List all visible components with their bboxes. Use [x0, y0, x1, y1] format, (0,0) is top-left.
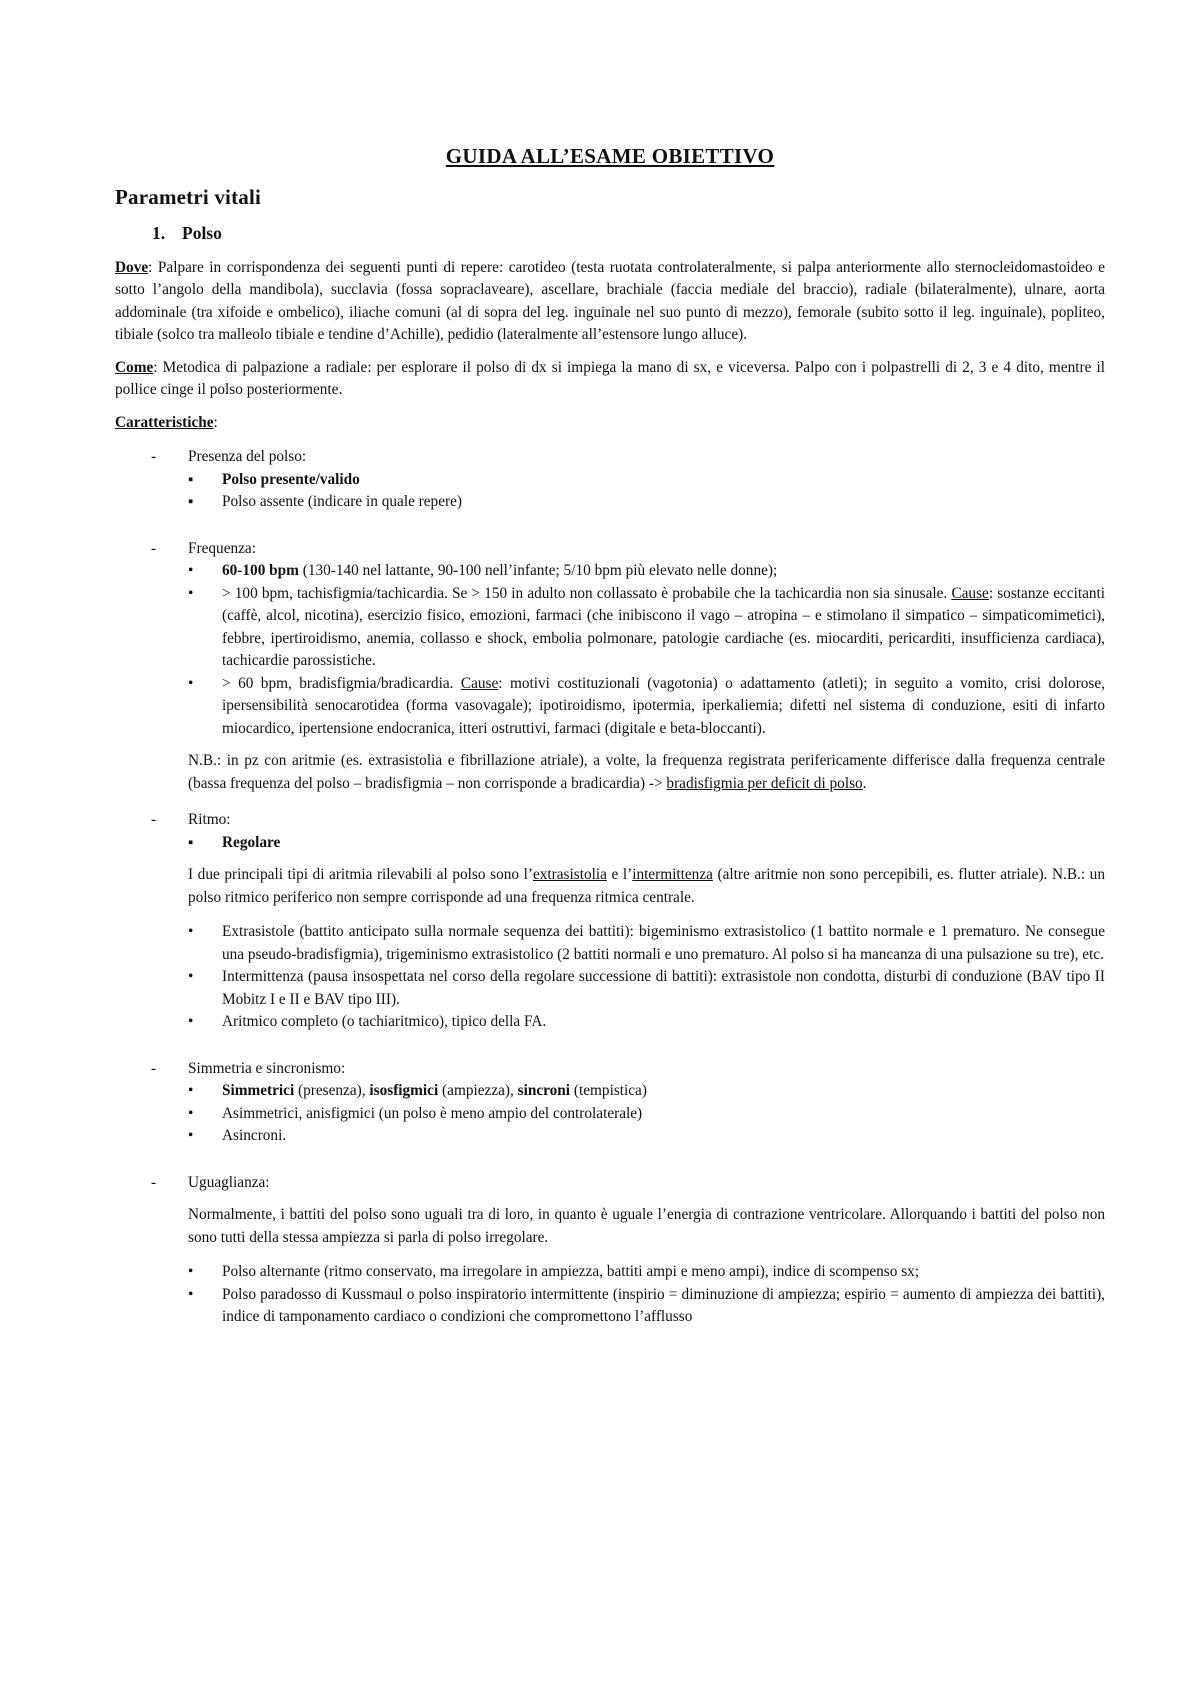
presenza-list: [188, 469, 1105, 514]
simmetria-section: [115, 1058, 1105, 1148]
simmetria-text: (presenza),: [294, 1082, 370, 1099]
list-item: • Polso alternante (ritmo conservato, ma irregolare in ampiezza, battiti ampi e meno ampi), indice di scompenso sx;: [188, 1261, 1105, 1284]
uguaglianza-bullets: [188, 1261, 1105, 1329]
list-item: • Intermittenza (pausa insospettata nel corso della regolare successione di battiti): extrasistole non condotta, disturbi di conduzione (BAV tipo II Mobitz I e II e BAV tipo III).: [188, 966, 1105, 1011]
caratteristiche-heading: [115, 412, 1105, 435]
cause-label: Cause: [460, 674, 499, 692]
subsection-label: Polso: [182, 223, 222, 243]
frequenza-list: [188, 560, 1105, 740]
caratteristiche-colon: :: [213, 413, 218, 431]
dove-paragraph: [115, 257, 1105, 347]
dove-text: : Palpare in corrispondenza dei seguenti punti di repere: carotideo (testa ruotata controlateralmente, si palpa anteriormente allo sternocleidomastoideo e sotto l’angolo della mandibola), succlavia (fossa sopraclaveare), ascellare, brachiale (faccia mediale del braccio), radiale (bilateralmente), ulnare, aorta addominale (tra xifoide e ombelico), iliache comuni (al di sopra del leg. inguinale nel suo punto di mezzo), femorale (subito sotto il leg. inguinale), popliteo, tibiale (solco tra malleolo tibiale e tendine d’Achille), pedidio (lateralmente all’estensore lungo alluce).: [115, 258, 1105, 343]
freq-tachy-causes: : sostanze eccitanti (caffè, alcol, nicotina), esercizio fisico, emozioni, farmaci (che inibiscono il vago – atropina – e stimolano il simpatico – simpaticomimetici), febbre, ipertiroidismo, anemia, collasso e shock, embolia polmonare, patologie cardiache (es. miocarditi, pericarditi, insufficienza cardiaca), tachicardie parossistiche.: [222, 584, 1106, 669]
frequenza-note: [188, 750, 1105, 795]
ritmo-heading: Ritmo:: [188, 811, 231, 828]
ritmo-list: [188, 832, 1105, 855]
simmetria-text: (ampiezza),: [438, 1082, 518, 1099]
list-item: • Asincroni.: [188, 1125, 1105, 1148]
note-end: .: [862, 774, 867, 792]
note-text: N.B.: in pz con aritmie (es. extrasistolia e fibrillazione atriale), a volte, la frequenza registrata perifericamente differisce dalla frequenza centrale (bassa frequenza del polso – bradisfigmia – non corrisponde a bradicardia) ->: [188, 752, 1105, 792]
dash-bullet: -: [151, 448, 157, 465]
simmetria-list: [188, 1080, 1105, 1148]
dash-bullet: -: [151, 811, 157, 828]
come-label: Come: [115, 358, 154, 376]
frequenza-section: [115, 538, 1105, 741]
freq-brady-causes: : motivi costituzionali (vagotonia) o adattamento (atleti); in seguito a vomito, crisi dolorose, ipersensibilità senocarotidea (forma vasovagale); ipotiroidismo, ipotermia, iperkaliemia; difetti nel sistema di conduzione, esiti di infarto miocardico, ipertensione endocranica, itteri ostruttivi, farmaci (digitale e beta-bloccanti).: [222, 674, 1105, 737]
section-heading: Parametri vitali: [115, 184, 262, 209]
presenza-section: [115, 446, 1105, 514]
freq-tachy-text: > 100 bpm, tachisfigmia/tachicardia. Se > 150 in adulto non collassato è probabile che la tachicardia non sia sinusale.: [222, 584, 952, 602]
ritmo-text: (altre aritmie non sono percepibili, es. flutter atriale). N.B.: un polso ritmico periferico non sempre corrisponde ad una frequenza ritmica centrale.: [188, 866, 1105, 906]
freq-brady-text: > 60 bpm, bradisfigmia/bradicardia.: [222, 674, 461, 692]
subsection-number: 1.: [152, 223, 166, 243]
ritmo-intermittenza: intermittenza: [632, 866, 713, 883]
cause-label: Cause: [951, 584, 989, 602]
come-text: : Metodica di palpazione a radiale: per esplorare il polso di dx si impiega la mano di sx, e viceversa. Palpo con i polpastrelli di 2, 3 e 4 dito, mentre il pollice cinge il polso posteriormente.: [115, 358, 1105, 398]
list-item: • Asimmetrici, anisfigmici (un polso è meno ampio del controlaterale): [188, 1103, 1105, 1126]
note-underlined: bradisfigmia per deficit di polso: [666, 774, 863, 792]
presenza-heading: Presenza del polso:: [188, 448, 307, 465]
frequenza-heading: Frequenza:: [188, 539, 256, 557]
simmetria-text: (tempistica): [570, 1082, 647, 1099]
list-item: [188, 673, 1105, 741]
isosfigmici-label: isosfigmici: [369, 1082, 439, 1099]
uguaglianza-section: [115, 1172, 1105, 1195]
uguaglianza-paragraph: Normalmente, i battiti del polso sono uguali tra di loro, in quanto è uguale l’energia di contrazione ventricolare. Allorquando i battiti del polso non sono tutti della stessa ampiezza si parla di polso irregolare.: [188, 1206, 1105, 1246]
list-item: ▪ Polso assente (indicare in quale repere): [188, 491, 1105, 514]
ritmo-paragraph: [188, 864, 1105, 909]
list-item: [188, 1080, 1105, 1103]
sincroni-label: sincroni: [517, 1082, 571, 1099]
list-item: • Aritmico completo (o tachiaritmico), tipico della FA.: [188, 1011, 1105, 1034]
ritmo-text: I due principali tipi di aritmia rilevabili al polso sono l’: [188, 866, 533, 883]
dash-bullet: -: [151, 1173, 157, 1191]
simmetrici-label: Simmetrici: [222, 1082, 295, 1099]
freq-normal-range: 60-100 bpm: [222, 562, 299, 579]
caratteristiche-label: Caratteristiche: [115, 413, 214, 431]
dash-bullet: -: [151, 1059, 157, 1077]
ritmo-bullets: [188, 921, 1105, 1034]
uguaglianza-heading: Uguaglianza:: [188, 1173, 270, 1191]
document-title: GUIDA ALL’ESAME OBIETTIVO: [445, 144, 775, 168]
subsection-heading: [152, 222, 1105, 245]
freq-normal-text: (130-140 nel lattante, 90-100 nell’infante; 5/10 bpm più elevato nelle donne);: [298, 562, 778, 579]
ritmo-section: [115, 809, 1105, 854]
list-item: • Extrasistole (battito anticipato sulla normale sequenza dei battiti): bigeminismo extrasistolico (1 battito normale e 1 prematuro. Ne consegue una pseudo-bradisfigmia), trigeminismo extrasistolico (2 battiti normali e uno prematuro. Al polso si ha mancanza di una pulsazione su tre), etc.: [188, 921, 1105, 966]
dove-label: Dove: [115, 258, 149, 276]
dash-bullet: -: [151, 539, 157, 557]
come-paragraph: [115, 357, 1105, 402]
ritmo-text: e l’: [606, 866, 633, 883]
list-item: ▪ Regolare: [188, 832, 1105, 855]
list-item: ▪ Polso presente/valido: [188, 469, 1105, 492]
list-item: [188, 560, 1105, 583]
simmetria-heading: Simmetria e sincronismo:: [188, 1059, 346, 1077]
list-item: • Polso paradosso di Kussmaul o polso inspiratorio intermittente (inspirio = diminuzione di ampiezza; espirio = aumento di ampiezza dei battiti), indice di tamponamento cardiaco o condizioni che compromettono l’afflusso: [188, 1284, 1105, 1329]
list-item: [188, 583, 1105, 673]
ritmo-extrasistolia: extrasistolia: [532, 866, 607, 883]
